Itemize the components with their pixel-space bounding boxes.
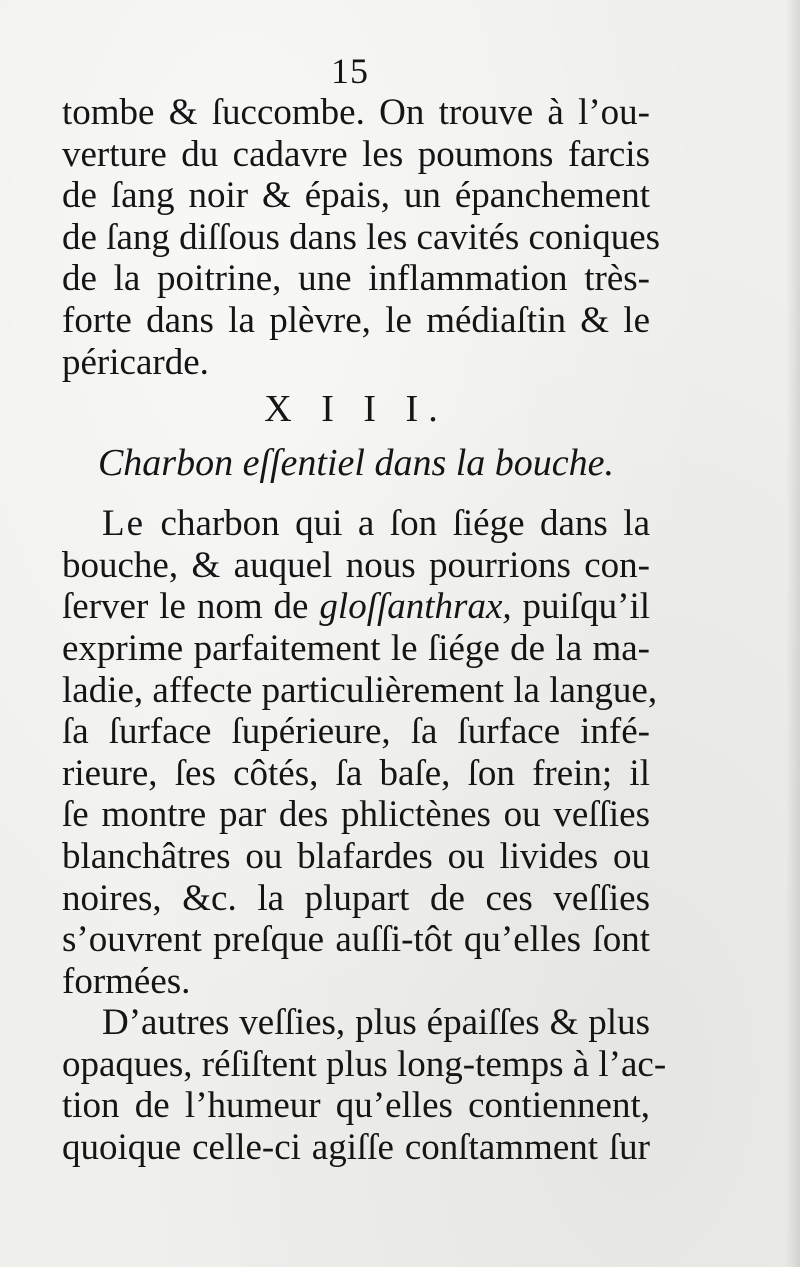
text-line: [62, 503, 650, 545]
text-line: D’autres veſſies, plus épaiſſes & plus: [102, 1002, 650, 1044]
opening-word: Le: [102, 503, 146, 545]
text-line: blanchâtres ou blafardes ou livides ou: [62, 835, 650, 877]
text-fragment: charbon qui a ſon ſiége dans la: [145, 503, 650, 545]
section-number: X I I I.: [264, 388, 448, 431]
page-body: [62, 92, 667, 1169]
text-line: tombe & ſuccombe. On trouve à l’ou-: [62, 92, 650, 133]
text-fragment: ſerver le nom de: [62, 586, 320, 628]
text-line: formées.: [62, 960, 191, 1002]
text-line: opaques, réſiſtent plus long-temps à l’ac-: [62, 1043, 667, 1085]
text-line: de ſang noir & épais, un épanchement: [62, 175, 650, 217]
text-fragment: puiſqu’il: [511, 586, 650, 628]
text-line: de ſang diſſous dans les cavités coniques: [62, 216, 661, 258]
section-title: Charbon eſſentiel dans la bouche.: [97, 442, 615, 485]
text-line: exprime parfaitement le ſiége de la ma-: [62, 627, 650, 669]
text-line: s’ouvrent preſque auſſi-tôt qu’elles ſont: [62, 919, 650, 961]
text-line: tion de l’humeur qu’elles contiennent,: [62, 1085, 650, 1127]
page-edge-shadow: [786, 0, 800, 1267]
page-number: 15: [331, 51, 369, 91]
italic-term: gloſſanthrax,: [319, 586, 512, 628]
text-line: noires, &c. la plupart de ces veſſies: [62, 877, 650, 919]
text-line: bouche, & auquel nous pourrions con-: [62, 544, 650, 586]
text-line: ſa ſurface ſupérieure, ſa ſurface infé-: [62, 711, 650, 753]
text-line: quoique celle-ci agiſſe conſtamment ſur: [62, 1127, 650, 1169]
text-line: ladie, affecte particulièrement la langue,: [62, 669, 658, 711]
text-line: [62, 586, 650, 628]
text-line: péricarde.: [62, 341, 209, 383]
text-line: ſe montre par des phlictènes ou veſſies: [62, 794, 650, 836]
text-line: verture du cadavre les poumons farcis: [62, 133, 650, 175]
text-line: forte dans la plèvre, le médiaſtin & le: [62, 299, 650, 341]
text-line: de la poitrine, une inflammation très-: [62, 258, 650, 300]
text-line: rieure, ſes côtés, ſa baſe, ſon frein; il: [62, 752, 650, 794]
